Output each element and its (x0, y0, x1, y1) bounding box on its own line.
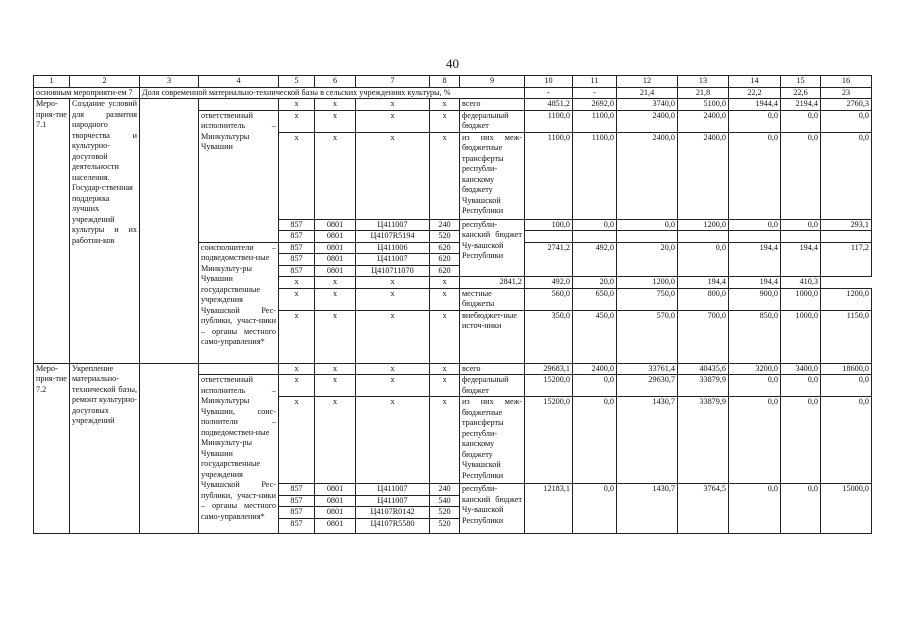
value-cell: 15200,0 (525, 375, 573, 397)
code-cell: x (315, 99, 356, 111)
value-cell: 1430,7 (617, 484, 678, 534)
target-value: 21,4 (617, 87, 678, 99)
code-cell: 620 (430, 265, 460, 277)
value-cell: 700,0 (678, 310, 729, 363)
column-header: 13 (678, 76, 729, 88)
code-cell: 520 (430, 231, 460, 243)
value-cell: 1430,7 (617, 397, 678, 484)
column-header: 8 (430, 76, 460, 88)
value-cell: 0,0 (573, 484, 617, 534)
empty-cell (573, 231, 617, 243)
empty-cell (729, 231, 781, 243)
code-cell: x (315, 310, 356, 363)
value-cell: 650,0 (573, 288, 617, 310)
target-value: 23 (821, 87, 872, 99)
value-cell: 800,0 (678, 288, 729, 310)
value-cell: 0,0 (821, 110, 872, 132)
value-cell: 750,0 (617, 288, 678, 310)
value-cell: 560,0 (525, 288, 573, 310)
code-cell: x (356, 132, 430, 219)
column-header: 6 (315, 76, 356, 88)
value-cell: 0,0 (573, 375, 617, 397)
code-cell: x (356, 310, 430, 363)
value-cell: 1100,0 (525, 110, 573, 132)
code-cell: x (315, 363, 356, 375)
budget-table (33, 75, 872, 534)
value-cell: 0,0 (821, 375, 872, 397)
value-cell: 0,0 (781, 375, 821, 397)
target-indicator: Доля современной материально-технической базы в сельских учреждениях культуры, % (140, 87, 525, 99)
code-cell: 0801 (315, 219, 356, 231)
code-cell: Ц410711070 (356, 265, 430, 277)
code-cell: Ц411007 (356, 495, 430, 507)
code-cell: x (430, 310, 460, 363)
value-cell: 3200,0 (729, 363, 781, 375)
value-cell: 15200,0 (525, 397, 573, 484)
code-cell: 0801 (315, 254, 356, 266)
code-cell: Ц4107R5580 (356, 518, 430, 533)
value-cell: 0,0 (573, 397, 617, 484)
code-cell: x (356, 397, 430, 484)
empty-cell (140, 99, 199, 364)
code-cell: x (315, 288, 356, 310)
source-label: внебюджет-ные источ-ники (460, 310, 525, 363)
code-cell: Ц411007 (356, 254, 430, 266)
value-cell: 1100,0 (573, 132, 617, 219)
empty-cell (199, 363, 279, 375)
value-cell: 3740,0 (617, 99, 678, 111)
value-cell: 29630,7 (617, 375, 678, 397)
code-cell: x (279, 110, 315, 132)
value-cell: 3764,5 (678, 484, 729, 534)
code-cell: x (315, 132, 356, 219)
value-cell: 0,0 (678, 242, 729, 277)
code-cell: x (430, 277, 460, 289)
value-cell: 1100,0 (573, 110, 617, 132)
value-cell: 1150,0 (821, 310, 872, 363)
code-cell: x (279, 277, 315, 289)
value-cell: 1200,0 (617, 277, 678, 289)
value-cell: 0,0 (821, 132, 872, 219)
value-cell: 194,4 (781, 242, 821, 277)
value-cell: 0,0 (729, 110, 781, 132)
value-cell: 2400,0 (573, 363, 617, 375)
value-cell: 5100,0 (678, 99, 729, 111)
value-cell: 2400,0 (617, 110, 678, 132)
column-header-row (34, 76, 872, 88)
value-cell: 1944,4 (729, 99, 781, 111)
value-cell: 2400,0 (678, 132, 729, 219)
target-indicator-row (34, 87, 872, 99)
code-cell: 0801 (315, 242, 356, 254)
code-cell: 520 (430, 507, 460, 519)
code-cell: Ц4107R0142 (356, 507, 430, 519)
value-cell: 194,4 (729, 277, 781, 289)
value-cell: 1200,0 (821, 288, 872, 310)
code-cell: x (356, 277, 430, 289)
target-value: - (525, 87, 573, 99)
code-cell: x (430, 363, 460, 375)
code-cell: 0801 (315, 495, 356, 507)
value-cell: 450,0 (573, 310, 617, 363)
value-cell: 1200,0 (678, 219, 729, 231)
column-header: 2 (70, 76, 140, 88)
value-cell: 15000,0 (821, 484, 872, 534)
value-cell: 2692,0 (573, 99, 617, 111)
column-header: 16 (821, 76, 872, 88)
source-label: республи-канский бюджет Чу-вашской Республики (460, 219, 525, 277)
source-label: из них меж-бюджетные трансферты республи-канскому бюджету Чувашской Республики (460, 397, 525, 484)
code-cell: 857 (279, 242, 315, 254)
source-label: федеральный бюджет (460, 110, 525, 132)
empty-cell (821, 231, 872, 243)
code-cell: Ц411007 (356, 219, 430, 231)
column-header: 3 (140, 76, 199, 88)
code-cell: x (315, 375, 356, 397)
code-cell: x (430, 132, 460, 219)
target-value: 22,2 (729, 87, 781, 99)
target-label: основным мероприяти-ем 7 (34, 87, 140, 99)
value-cell: 2841,2 (460, 277, 525, 289)
code-cell: 620 (430, 254, 460, 266)
measure-name: Создание условий для развития народного творчества и культурно-досуговой деятельности населения. Государ-ственная поддержка лучших учреждений культуры и их работни-ков (70, 99, 140, 364)
code-cell: 520 (430, 518, 460, 533)
value-cell: 33761,4 (617, 363, 678, 375)
value-cell: 1100,0 (525, 132, 573, 219)
value-cell: 492,0 (525, 277, 573, 289)
value-cell: 410,3 (781, 277, 821, 289)
value-cell: 0,0 (781, 219, 821, 231)
code-cell: x (356, 110, 430, 132)
column-header: 10 (525, 76, 573, 88)
measure-code: Меро-прия-тие 7.2 (34, 363, 70, 533)
source-label: всего (460, 363, 525, 375)
column-header: 12 (617, 76, 678, 88)
value-cell: 293,1 (821, 219, 872, 231)
value-cell: 18600,0 (821, 363, 872, 375)
value-cell: 20,0 (617, 242, 678, 277)
code-cell: 857 (279, 495, 315, 507)
column-header: 15 (781, 76, 821, 88)
code-cell: 0801 (315, 518, 356, 533)
code-cell: x (315, 110, 356, 132)
value-cell: 2741,2 (525, 242, 573, 277)
value-cell: 0,0 (821, 397, 872, 484)
empty-cell (199, 99, 279, 111)
value-cell: 40435,6 (678, 363, 729, 375)
value-cell: 4851,2 (525, 99, 573, 111)
source-label: всего (460, 99, 525, 111)
value-cell: 0,0 (573, 219, 617, 231)
value-cell: 29683,1 (525, 363, 573, 375)
value-cell: 33879,9 (678, 375, 729, 397)
empty-cell (617, 231, 678, 243)
value-cell: 0,0 (781, 397, 821, 484)
value-cell: 0,0 (729, 397, 781, 484)
executor-cell: ответственный исполнитель – Минкультуры Чувашии (199, 110, 279, 242)
table-row (34, 363, 872, 375)
code-cell: 620 (430, 242, 460, 254)
value-cell: 350,0 (525, 310, 573, 363)
executor-cell: соисполнители – подведомствен-ные Минкульту-ры Чувашии государственные учреждения Чувашской Рес-публики, участ-ники – органы местного само-управления* (199, 242, 279, 363)
table-row (34, 99, 872, 111)
source-label: республи-канский бюджет Чу-вашской Республики (460, 484, 525, 534)
code-cell: x (356, 375, 430, 397)
target-value: - (573, 87, 617, 99)
code-cell: 857 (279, 231, 315, 243)
value-cell: 12183,1 (525, 484, 573, 534)
code-cell: x (279, 310, 315, 363)
code-cell: Ц411006 (356, 242, 430, 254)
value-cell: 100,0 (525, 219, 573, 231)
value-cell: 2400,0 (678, 110, 729, 132)
value-cell: 194,4 (729, 242, 781, 277)
code-cell: x (430, 397, 460, 484)
value-cell: 2400,0 (617, 132, 678, 219)
value-cell: 0,0 (781, 484, 821, 534)
value-cell: 570,0 (617, 310, 678, 363)
value-cell: 850,0 (729, 310, 781, 363)
code-cell: x (430, 99, 460, 111)
value-cell: 0,0 (617, 219, 678, 231)
empty-cell (678, 231, 729, 243)
column-header: 5 (279, 76, 315, 88)
code-cell: x (279, 397, 315, 484)
target-value: 21,8 (678, 87, 729, 99)
value-cell: 2760,3 (821, 99, 872, 111)
code-cell: 0801 (315, 507, 356, 519)
value-cell: 117,2 (821, 242, 872, 277)
code-cell: 0801 (315, 231, 356, 243)
code-cell: x (356, 99, 430, 111)
code-cell: 857 (279, 518, 315, 533)
value-cell: 2194,4 (781, 99, 821, 111)
code-cell: 857 (279, 507, 315, 519)
measure-name: Укрепление материально-технической базы, ремонт культурно-досуговых учреждений (70, 363, 140, 533)
code-cell: 857 (279, 219, 315, 231)
value-cell: 194,4 (678, 277, 729, 289)
value-cell: 20,0 (573, 277, 617, 289)
target-value: 22,6 (781, 87, 821, 99)
source-label: из них меж-бюджетные трансферты республи-канскому бюджету Чувашской Республики (460, 132, 525, 219)
code-cell: x (356, 363, 430, 375)
value-cell: 492,0 (573, 242, 617, 277)
value-cell: 900,0 (729, 288, 781, 310)
value-cell: 0,0 (781, 132, 821, 219)
code-cell: 857 (279, 265, 315, 277)
code-cell: 540 (430, 495, 460, 507)
value-cell: 3400,0 (781, 363, 821, 375)
column-header: 9 (460, 76, 525, 88)
empty-cell (781, 231, 821, 243)
code-cell: x (279, 375, 315, 397)
column-header: 1 (34, 76, 70, 88)
code-cell: 857 (279, 484, 315, 496)
code-cell: x (430, 110, 460, 132)
empty-cell (525, 231, 573, 243)
code-cell: Ц411007 (356, 484, 430, 496)
measure-code: Меро-прия-тие 7.1 (34, 99, 70, 364)
code-cell: x (279, 363, 315, 375)
value-cell: 0,0 (729, 484, 781, 534)
code-cell: x (279, 288, 315, 310)
code-cell: 0801 (315, 265, 356, 277)
executor-cell: ответственный исполнитель – Минкультуры Чувашии, соис-полнители – подведомствен-ные Минкульту-ры Чувашии государственные учреждения Чувашской Рес-публики, участ-ники – органы местного само-управления* (199, 375, 279, 534)
code-cell: x (279, 99, 315, 111)
value-cell: 33879,9 (678, 397, 729, 484)
column-header: 7 (356, 76, 430, 88)
source-label: местные бюджеты (460, 288, 525, 310)
value-cell: 1000,0 (781, 288, 821, 310)
code-cell: x (315, 277, 356, 289)
code-cell: 240 (430, 219, 460, 231)
value-cell: 0,0 (781, 110, 821, 132)
column-header: 11 (573, 76, 617, 88)
column-header: 14 (729, 76, 781, 88)
code-cell: x (356, 288, 430, 310)
value-cell: 0,0 (729, 219, 781, 231)
code-cell: Ц4107R5194 (356, 231, 430, 243)
code-cell: x (430, 288, 460, 310)
code-cell: 857 (279, 254, 315, 266)
code-cell: 0801 (315, 484, 356, 496)
value-cell: 0,0 (729, 132, 781, 219)
empty-cell (140, 363, 199, 533)
column-header: 4 (199, 76, 279, 88)
code-cell: 240 (430, 484, 460, 496)
code-cell: x (315, 397, 356, 484)
page-number: 40 (446, 56, 459, 71)
value-cell: 1000,0 (781, 310, 821, 363)
source-label: федеральный бюджет (460, 375, 525, 397)
value-cell: 0,0 (729, 375, 781, 397)
code-cell: x (279, 132, 315, 219)
code-cell: x (430, 375, 460, 397)
